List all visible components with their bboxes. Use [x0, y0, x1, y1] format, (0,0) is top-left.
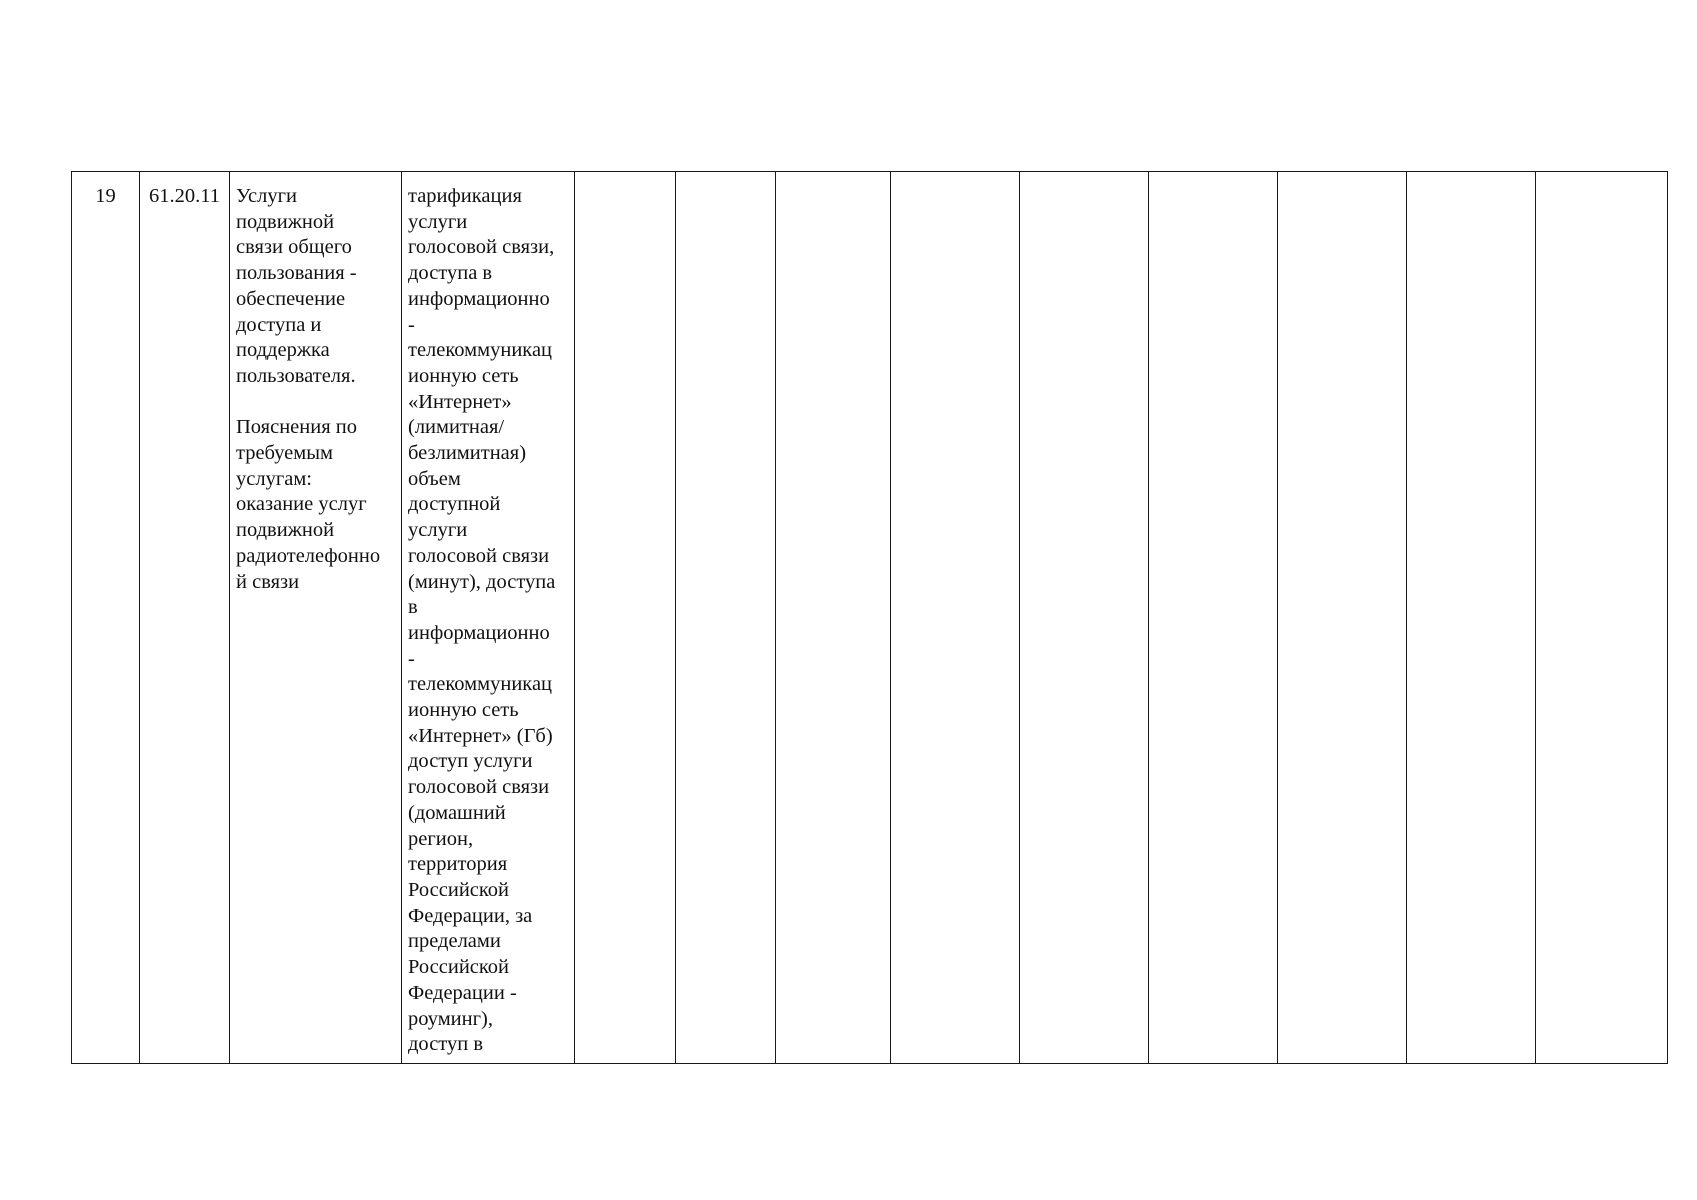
text-line: требуемым [236, 442, 334, 465]
empty-cell [776, 172, 891, 1064]
text-line: телекоммуникац [408, 339, 553, 362]
code-cell [140, 172, 230, 1064]
row-number-cell [72, 172, 140, 1064]
text-line: - [408, 313, 415, 336]
empty-cell [575, 172, 676, 1064]
row-number: 19 [95, 185, 116, 207]
text-line: доступной [408, 493, 501, 516]
text-line: поддержка [236, 339, 330, 362]
empty-cell [1020, 172, 1149, 1064]
text-line: Услуги [236, 185, 298, 207]
text-line: информационно [408, 287, 550, 310]
text-line: радиотелефонно [236, 544, 381, 567]
procurement-table [71, 171, 1668, 1064]
text-line: безлимитная) [408, 442, 527, 465]
text-line: голосовой связи, [408, 236, 555, 259]
text-line: ионную сеть [408, 364, 519, 387]
text-line: услуги [408, 210, 468, 233]
text-line: объем [408, 467, 461, 490]
text-line: оказание услуг [236, 493, 367, 516]
text-line: территория [408, 853, 508, 876]
text-line: Федерации, за [408, 904, 533, 927]
text-line [236, 390, 395, 416]
service-characteristic [408, 184, 568, 1058]
empty-cell [891, 172, 1020, 1064]
text-line: тарификация [408, 185, 522, 207]
empty-cell [1149, 172, 1278, 1064]
text-line: «Интернет» (Гб) [408, 724, 553, 747]
text-line: голосовой связи [408, 544, 550, 567]
empty-cell [1278, 172, 1407, 1064]
text-line: связи общего [236, 236, 352, 259]
text-line: доступа и [236, 313, 322, 336]
characteristic-cell [402, 172, 575, 1064]
text-line: (лимитная/ [408, 416, 505, 439]
text-line: пользователя. [236, 364, 356, 387]
text-line: - [408, 647, 415, 670]
service-name-cell [230, 172, 402, 1064]
text-line: й связи [236, 570, 300, 593]
text-line: обеспечение [236, 287, 346, 310]
text-line: пользования - [236, 262, 357, 285]
text-line: регион, [408, 827, 474, 850]
text-line: услугам: [236, 467, 313, 490]
text-line: голосовой связи [408, 776, 550, 799]
text-line: (минут), доступа [408, 570, 556, 593]
empty-cell [676, 172, 776, 1064]
text-line: в [408, 596, 418, 619]
text-line: пределами [408, 930, 501, 953]
empty-cell [1407, 172, 1536, 1064]
text-line: ионную сеть [408, 699, 519, 722]
text-line: «Интернет» [408, 390, 512, 413]
service-name [236, 184, 395, 595]
text-line: информационно [408, 621, 550, 644]
text-line: Российской [408, 956, 510, 979]
text-line: Пояснения по [236, 416, 357, 439]
table-row [72, 172, 1668, 1064]
okpd-code: 61.20.11 [149, 185, 220, 207]
text-line: роуминг), [408, 1007, 493, 1030]
text-line: телекоммуникац [408, 673, 553, 696]
empty-cell [1536, 172, 1668, 1064]
text-line: услуги [408, 519, 468, 542]
text-line: подвижной [236, 519, 335, 542]
text-line: Российской [408, 878, 510, 901]
text-line: подвижной [236, 210, 335, 233]
text-line: Федерации - [408, 981, 517, 1004]
text-line: (домашний [408, 801, 506, 824]
text-line: доступ услуги [408, 750, 533, 773]
text-line: доступа в [408, 262, 493, 285]
text-line: доступ в [408, 1033, 484, 1056]
